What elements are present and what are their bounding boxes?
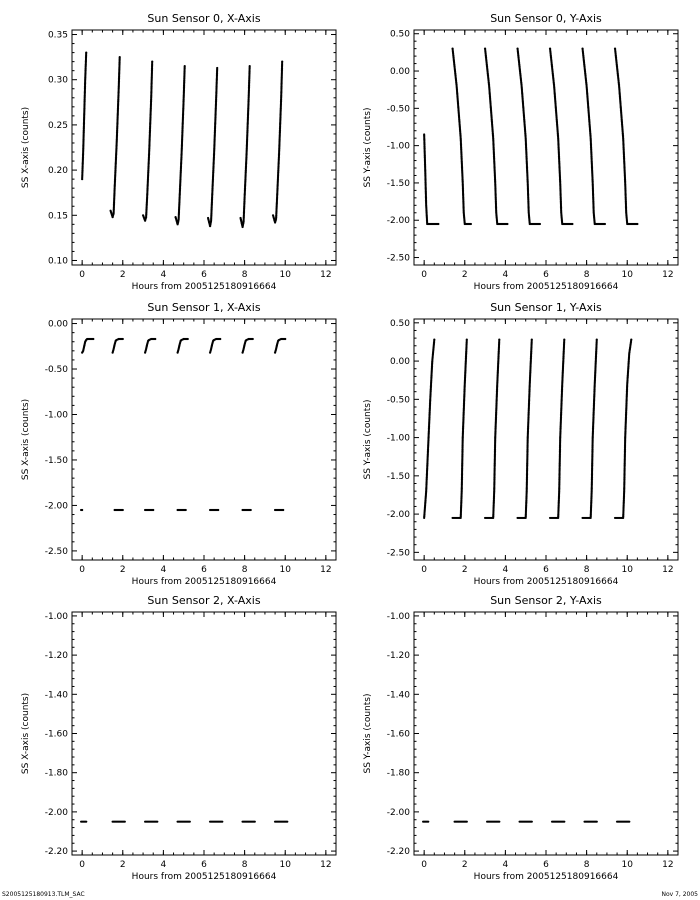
data-series-5	[583, 821, 597, 823]
x-axis-label: Hours from 2005125180916664	[473, 872, 619, 882]
y-tick-label: -1.40	[44, 690, 68, 701]
footer-filename: S2005125180913.TLM_SAC	[2, 891, 85, 898]
x-tick-label: 8	[583, 860, 590, 870]
y-axis-label: SS Y-axis (counts)	[363, 107, 373, 188]
y-axis-label: SS X-axis (counts)	[21, 692, 31, 775]
x-axis-label: Hours from 2005125180916664	[131, 577, 277, 587]
x-tick-label: 8	[583, 270, 590, 280]
data-point	[156, 821, 158, 823]
data-series-12	[241, 509, 251, 511]
chart-title: Sun Sensor 0, X-Axis	[147, 12, 261, 25]
plot-frame	[72, 30, 336, 265]
y-tick-label: -1.50	[386, 471, 410, 482]
data-series-7	[80, 509, 83, 511]
data-series-0	[80, 821, 87, 823]
x-tick-label: 6	[201, 860, 207, 870]
x-tick-label: 10	[279, 860, 291, 870]
y-tick-label: 0.30	[47, 75, 68, 86]
x-axis-label: Hours from 2005125180916664	[131, 872, 277, 882]
x-tick-label: 0	[421, 270, 428, 280]
data-series-5	[241, 821, 255, 823]
y-tick-label: -2.50	[44, 546, 68, 557]
data-series-3	[519, 821, 533, 823]
y-tick-label: -2.00	[386, 216, 410, 227]
data-point	[630, 339, 632, 341]
chart-panel-5	[363, 594, 678, 882]
x-tick-label: 10	[621, 270, 633, 280]
data-point	[184, 65, 186, 67]
x-tick-label: 0	[421, 565, 428, 575]
y-tick-label: 0.15	[47, 211, 68, 222]
data-series-0	[422, 821, 429, 823]
y-tick-label: 0.25	[47, 120, 68, 131]
data-series-10	[177, 509, 187, 511]
y-tick-label: -1.50	[44, 455, 68, 466]
y-axis-label: SS Y-axis (counts)	[363, 399, 373, 480]
y-tick-label: -0.50	[44, 365, 68, 376]
y-tick-label: -1.80	[386, 768, 410, 779]
y-axis-label: SS X-axis (counts)	[21, 398, 31, 481]
x-tick-label: 0	[79, 860, 86, 870]
data-series-1	[451, 339, 467, 519]
data-series-1	[451, 48, 471, 226]
y-tick-label: -1.00	[386, 433, 410, 444]
data-point	[85, 51, 87, 53]
data-series-2	[144, 338, 156, 354]
y-tick-label: -1.50	[386, 178, 410, 189]
y-tick-label: -2.00	[386, 807, 410, 818]
x-tick-label: 12	[662, 270, 674, 280]
data-series-5	[241, 338, 253, 354]
data-point	[498, 821, 500, 823]
data-point	[122, 338, 124, 340]
x-tick-label: 0	[79, 270, 86, 280]
data-series-0	[81, 338, 94, 354]
x-tick-label: 10	[279, 270, 291, 280]
data-point	[219, 338, 221, 340]
data-point	[92, 338, 94, 340]
data-point	[563, 821, 565, 823]
y-tick-label: -1.20	[386, 651, 410, 662]
x-tick-label: 6	[543, 565, 549, 575]
data-point	[284, 338, 286, 340]
data-series-3	[177, 821, 191, 823]
x-axis-label: Hours from 2005125180916664	[473, 282, 619, 292]
chart-panel-4	[21, 594, 336, 882]
data-point	[217, 509, 219, 511]
y-tick-label: -1.00	[386, 141, 410, 152]
chart-panel-0	[21, 12, 336, 292]
y-tick-label: -1.60	[386, 729, 410, 740]
data-point	[189, 821, 191, 823]
x-tick-label: 8	[583, 565, 590, 575]
data-series-4	[207, 67, 218, 227]
y-tick-label: -2.50	[386, 253, 410, 264]
y-tick-label: -1.80	[44, 768, 68, 779]
y-axis-label: SS X-axis (counts)	[21, 106, 31, 189]
data-point	[596, 339, 598, 341]
data-series-6	[616, 821, 630, 823]
x-tick-label: 0	[79, 565, 86, 575]
data-series-2	[142, 61, 153, 222]
y-tick-label: -1.60	[44, 729, 68, 740]
data-point	[470, 223, 472, 225]
y-tick-label: -2.00	[44, 501, 68, 512]
chart-title: Sun Sensor 0, Y-Axis	[490, 12, 602, 25]
data-point	[249, 65, 251, 67]
x-tick-label: 4	[502, 565, 509, 575]
data-series-11	[209, 509, 219, 511]
x-tick-label: 6	[201, 565, 207, 575]
x-tick-label: 2	[461, 270, 468, 280]
x-tick-label: 6	[201, 270, 207, 280]
data-point	[437, 223, 439, 225]
plot-frame	[414, 319, 678, 560]
data-point	[531, 821, 533, 823]
data-point	[216, 67, 218, 69]
data-point	[119, 56, 121, 58]
data-point	[498, 339, 500, 341]
data-series-0	[81, 51, 87, 180]
x-tick-label: 6	[543, 270, 549, 280]
y-tick-label: -2.00	[386, 510, 410, 521]
chart-panel-2	[21, 301, 336, 587]
y-tick-label: -1.00	[386, 611, 410, 622]
data-point	[281, 61, 283, 63]
y-tick-label: 0.35	[47, 30, 68, 41]
x-tick-label: 2	[119, 565, 126, 575]
x-axis-label: Hours from 2005125180916664	[473, 577, 619, 587]
data-series-6	[272, 61, 283, 224]
plot-frame	[72, 319, 336, 560]
data-series-6	[614, 48, 639, 226]
data-series-5	[581, 339, 597, 519]
x-tick-label: 4	[160, 860, 167, 870]
x-tick-label: 12	[662, 565, 674, 575]
y-tick-label: -2.00	[44, 807, 68, 818]
data-series-6	[614, 339, 632, 519]
data-point	[506, 223, 508, 225]
y-tick-label: -2.50	[386, 548, 410, 559]
x-tick-label: 8	[241, 565, 248, 575]
data-series-3	[516, 48, 541, 226]
data-series-3	[177, 338, 189, 354]
data-series-9	[144, 509, 154, 511]
data-point	[282, 509, 284, 511]
x-tick-label: 0	[421, 860, 428, 870]
data-point	[433, 339, 435, 341]
y-tick-label: -2.20	[386, 847, 410, 858]
plot-frame	[414, 612, 678, 855]
data-point	[466, 821, 468, 823]
y-tick-label: -1.00	[44, 611, 68, 622]
y-tick-label: -2.20	[44, 847, 68, 858]
x-tick-label: 8	[241, 860, 248, 870]
chart-title: Sun Sensor 2, X-Axis	[147, 594, 261, 607]
x-tick-label: 6	[543, 860, 549, 870]
data-series-5	[239, 65, 250, 228]
data-point	[531, 339, 533, 341]
chart-panel-1	[363, 12, 678, 292]
y-tick-label: 0.00	[389, 67, 410, 78]
y-tick-label: 0.00	[389, 357, 410, 368]
y-tick-label: 0.00	[47, 319, 68, 330]
y-tick-label: 0.50	[389, 29, 410, 40]
x-tick-label: 4	[502, 270, 509, 280]
data-series-13	[274, 509, 284, 511]
data-series-6	[274, 338, 286, 354]
data-point	[81, 509, 83, 511]
data-series-1	[112, 821, 126, 823]
y-tick-label: -1.00	[44, 410, 68, 421]
data-point	[571, 223, 573, 225]
data-series-3	[174, 65, 185, 225]
data-series-4	[209, 338, 221, 354]
y-axis-label: SS Y-axis (counts)	[363, 693, 373, 774]
data-point	[604, 223, 606, 225]
y-tick-label: 0.10	[47, 256, 68, 267]
data-series-2	[484, 48, 509, 226]
x-tick-label: 4	[160, 565, 167, 575]
footer-date: Nov 7, 2005	[661, 891, 698, 898]
data-point	[596, 821, 598, 823]
chart-title: Sun Sensor 1, X-Axis	[147, 301, 261, 314]
data-point	[152, 509, 154, 511]
data-series-0	[423, 133, 439, 225]
data-point	[636, 223, 638, 225]
data-series-4	[549, 48, 574, 226]
x-tick-label: 8	[241, 270, 248, 280]
data-point	[563, 339, 565, 341]
data-point	[252, 338, 254, 340]
data-series-2	[144, 821, 158, 823]
data-series-0	[423, 339, 435, 519]
chart-panel-3	[363, 301, 678, 587]
data-point	[286, 821, 288, 823]
data-series-6	[274, 821, 288, 823]
data-point	[254, 821, 256, 823]
y-tick-label: -0.50	[386, 395, 410, 406]
data-series-8	[114, 509, 124, 511]
data-series-1	[454, 821, 468, 823]
data-point	[427, 821, 429, 823]
x-tick-label: 12	[320, 860, 332, 870]
data-point	[187, 338, 189, 340]
data-point	[124, 821, 126, 823]
data-point	[539, 223, 541, 225]
x-tick-label: 2	[461, 860, 468, 870]
y-tick-label: 0.50	[389, 318, 410, 329]
x-tick-label: 10	[279, 565, 291, 575]
x-tick-label: 12	[662, 860, 674, 870]
chart-title: Sun Sensor 2, Y-Axis	[490, 594, 602, 607]
data-series-2	[484, 339, 500, 519]
data-point	[85, 821, 87, 823]
data-point	[151, 61, 153, 63]
x-tick-label: 4	[502, 860, 509, 870]
data-point	[250, 509, 252, 511]
data-series-2	[486, 821, 500, 823]
x-tick-label: 2	[461, 565, 468, 575]
data-point	[122, 509, 124, 511]
x-tick-label: 4	[160, 270, 167, 280]
x-tick-label: 12	[320, 565, 332, 575]
x-axis-label: Hours from 2005125180916664	[131, 282, 277, 292]
data-series-4	[549, 339, 565, 519]
data-series-5	[581, 48, 606, 226]
x-tick-label: 10	[621, 860, 633, 870]
data-series-1	[112, 338, 124, 354]
data-point	[221, 821, 223, 823]
y-tick-label: -0.50	[386, 104, 410, 115]
x-tick-label: 10	[621, 565, 633, 575]
data-point	[466, 339, 468, 341]
data-point	[185, 509, 187, 511]
data-series-4	[209, 821, 223, 823]
x-tick-label: 2	[119, 860, 126, 870]
x-tick-label: 12	[320, 270, 332, 280]
data-series-1	[109, 56, 120, 218]
y-tick-label: -1.40	[386, 690, 410, 701]
y-tick-label: -1.20	[44, 651, 68, 662]
x-tick-label: 2	[119, 270, 126, 280]
data-point	[628, 821, 630, 823]
data-series-4	[551, 821, 565, 823]
data-series-3	[516, 339, 532, 519]
data-point	[154, 338, 156, 340]
y-tick-label: 0.20	[47, 166, 68, 177]
plot-frame	[72, 612, 336, 855]
chart-title: Sun Sensor 1, Y-Axis	[490, 301, 602, 314]
